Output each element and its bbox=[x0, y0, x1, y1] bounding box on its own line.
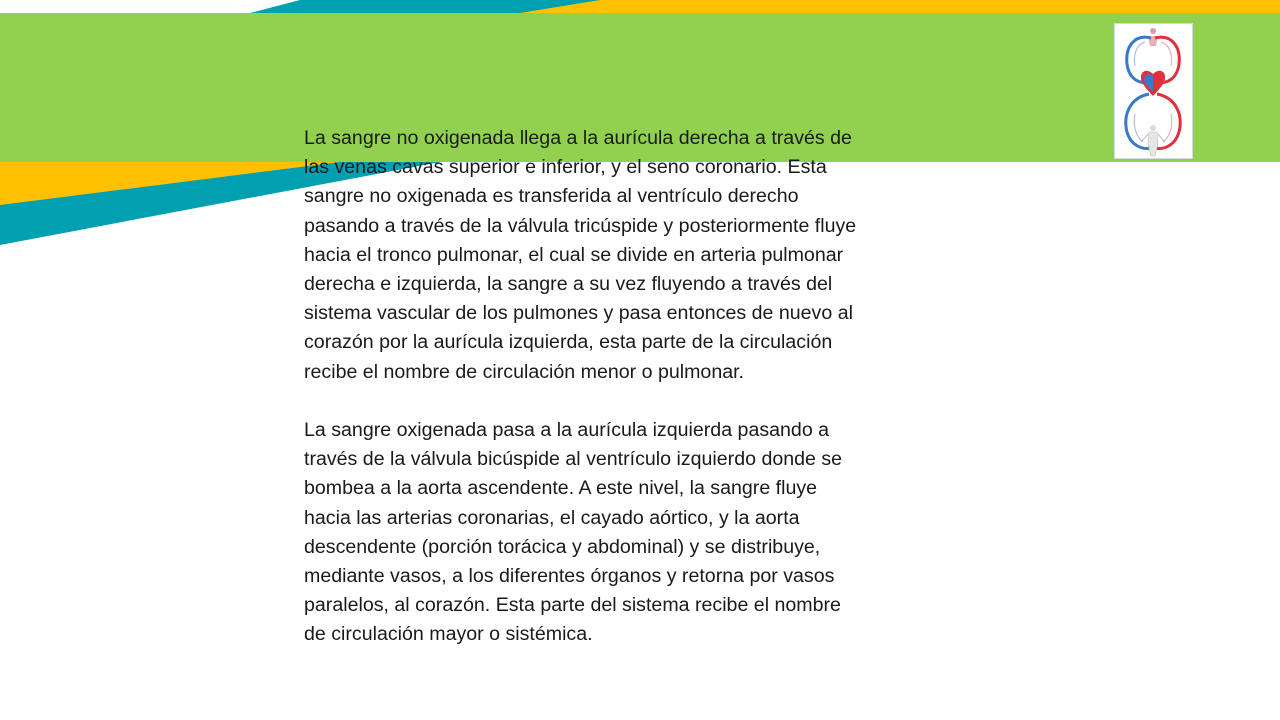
paragraph-systemic-circulation: La sangre oxigenada pasa a la aurícula izquierda pasando a través de la válvula bicúspide al ventrículo izquierdo donde se bombea a la aorta ascendente. A este nivel, la sangre fluye hacia las arterias coronarias, el cayado aórtico, y la aorta descendente (porción torácica y abdominal) y se distribuye, mediante vasos, a los diferentes órganos y retorna por vasos paralelos, al corazón. Esta parte del sistema recibe el nombre de circulación mayor o sistémica. bbox=[304, 419, 843, 646]
top-yellow-stripe bbox=[520, 0, 1280, 13]
paragraph-pulmonary-circulation: La sangre no oxigenada llega a la aurícula derecha a través de las venas cavas superior e inferior, y el seno coronario. Esta sangre no oxigenada es transferida al ventrículo derecho pasando a través de la válvula tricúspide y posteriormente fluye hacia el tronco pulmonar, el cual se divide en arteria pulmonar derecha e izquierda, la sangre a su vez fluyendo a través del sistema vascular de los pulmones y pasa entonces de nuevo al corazón por la aurícula izquierda, esta parte de la circulación recibe el nombre de circulación menor o pulmonar. bbox=[304, 127, 857, 383]
circulation-illustration bbox=[1115, 24, 1192, 158]
slide-body-text bbox=[304, 124, 944, 650]
circulatory-system-diagram bbox=[1115, 24, 1192, 158]
